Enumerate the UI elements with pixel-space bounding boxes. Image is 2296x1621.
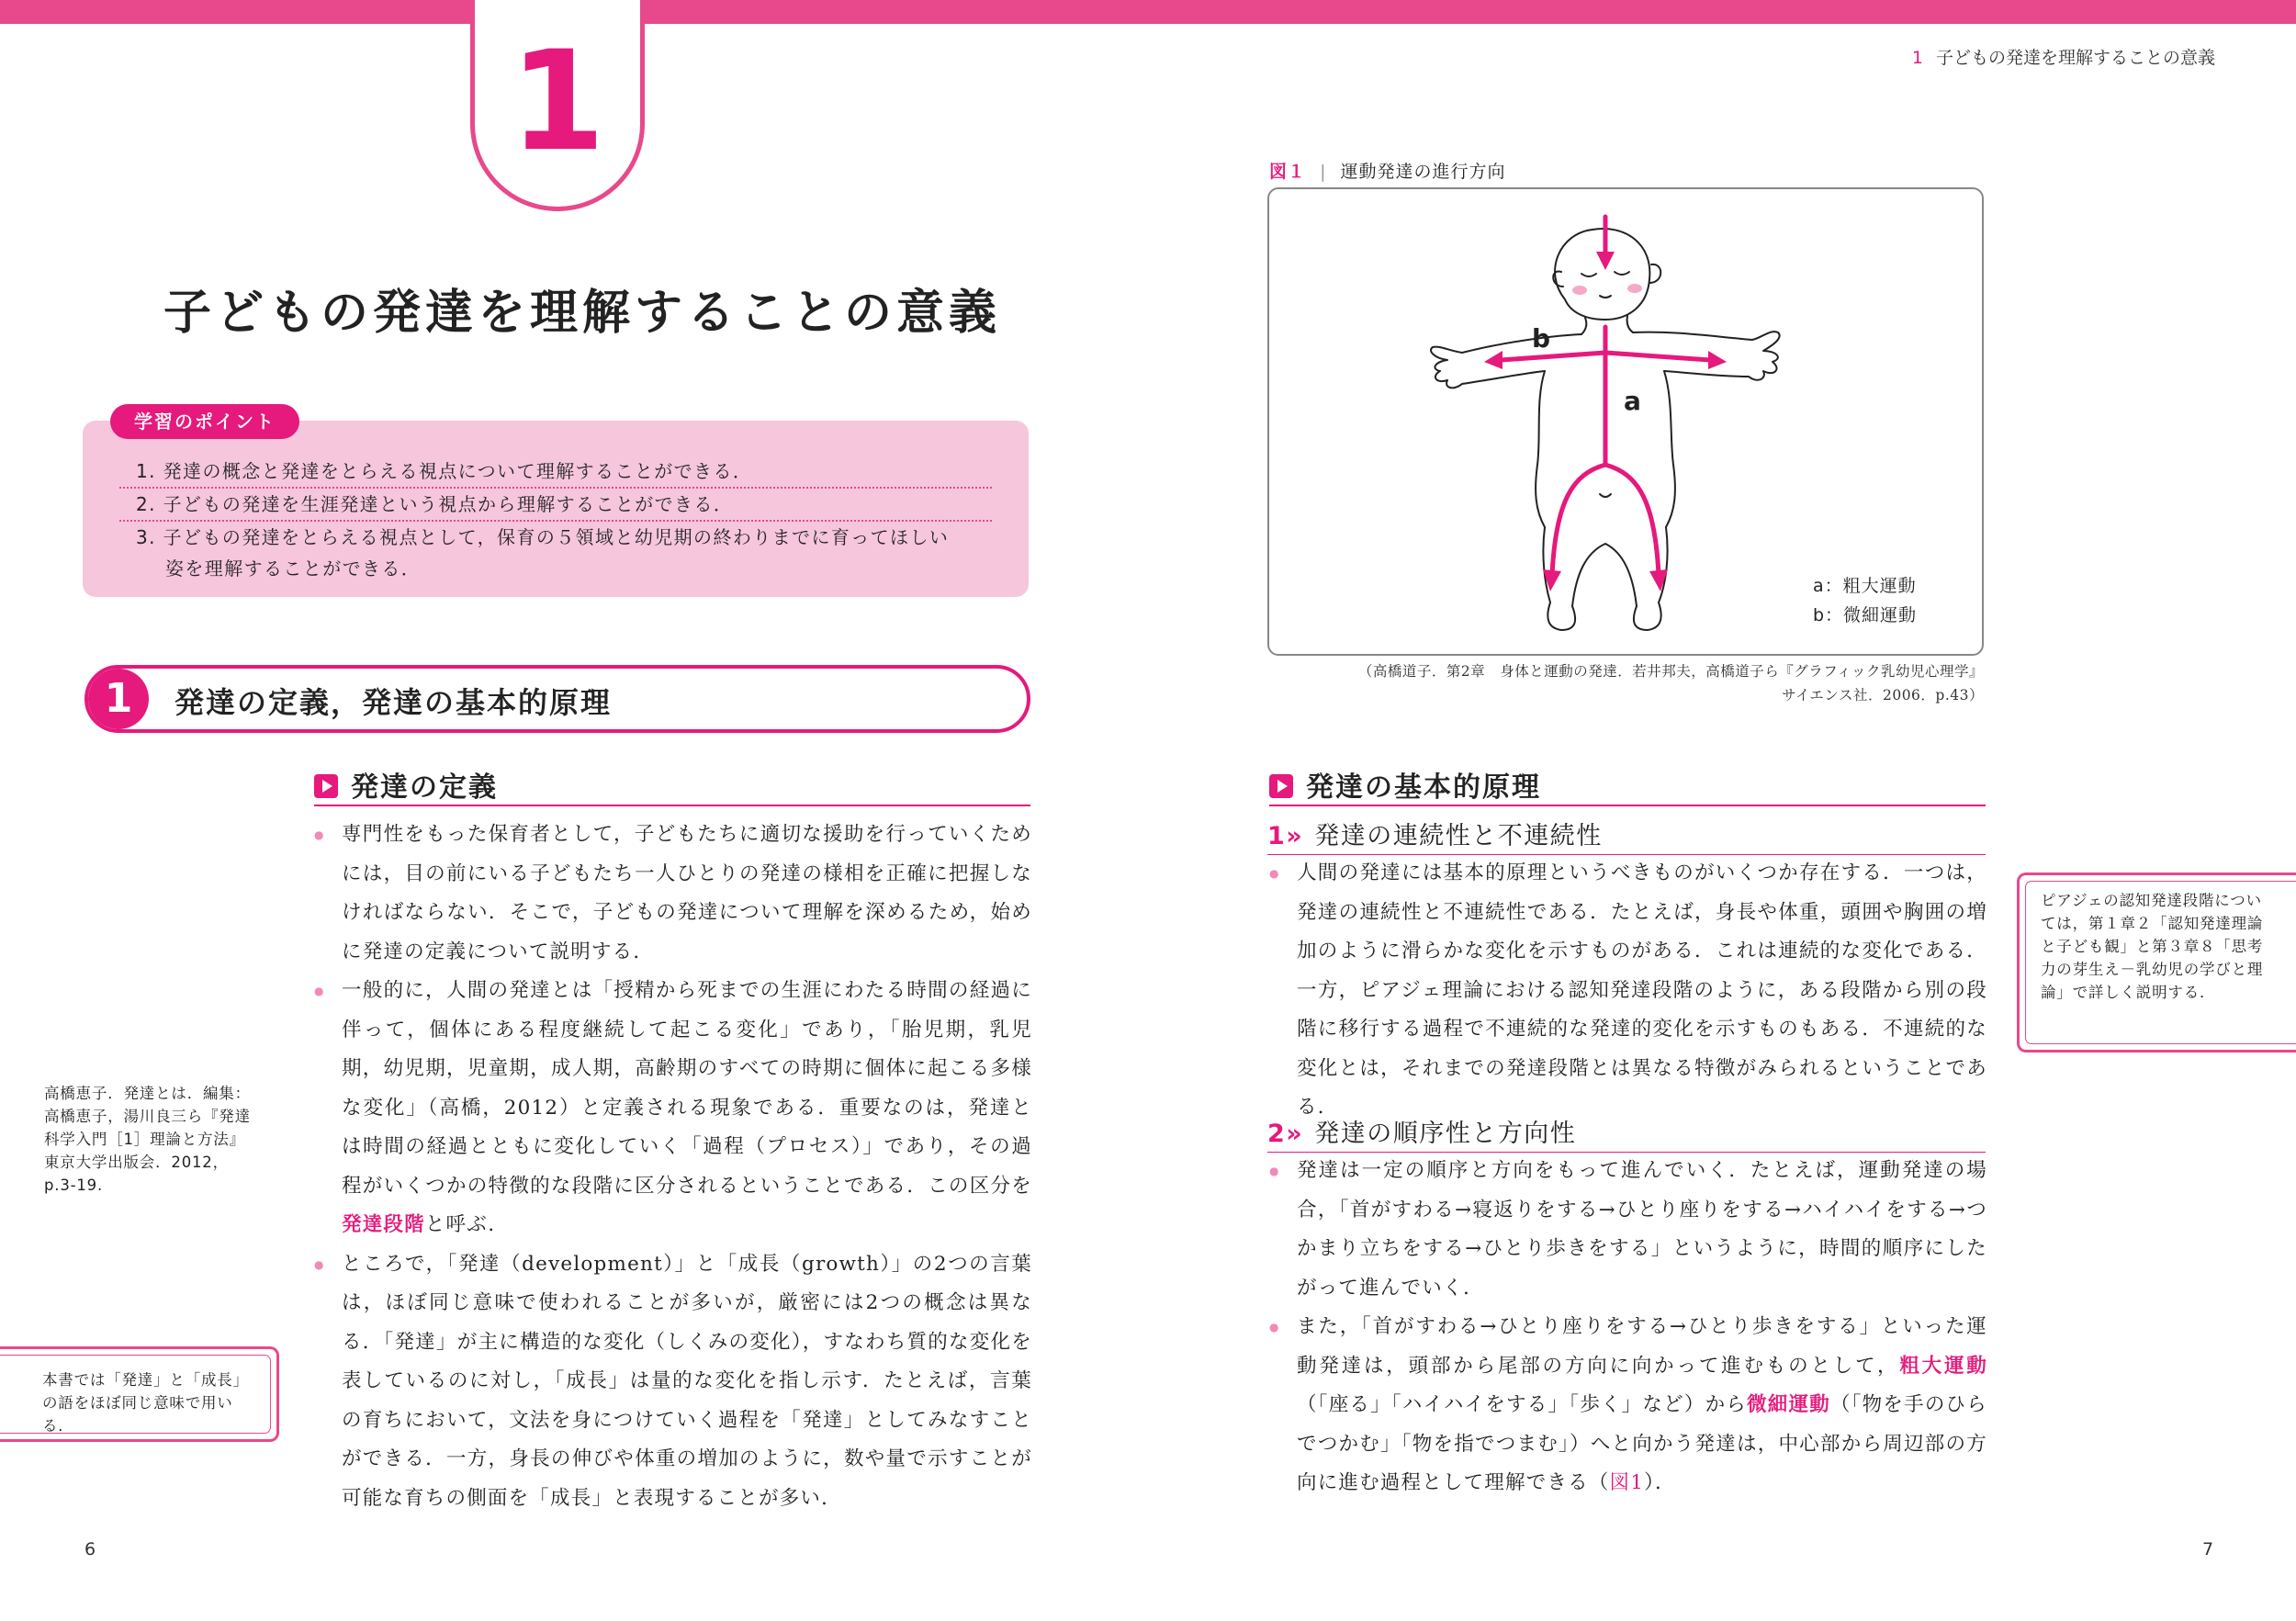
running-head-number: 1: [1911, 48, 1923, 68]
paragraph-text: 発達は一定の順序と方向をもって進んでいく．たとえば，運動発達の場合，「首がすわる→寝返りをする→ひとり座りをする→ハイハイをする→つかまり立ちをする→ひとり歩きをする」というように，時間的順序にしたがって進んでいく．: [1297, 1159, 1987, 1300]
subhead-principles: [1269, 764, 1541, 805]
figure-number: 図１: [1269, 162, 1307, 182]
right-body-2: [1267, 1152, 1987, 1503]
section-title: 発達の定義，発達の基本的原理: [174, 685, 613, 720]
left-body: [312, 816, 1032, 1518]
figure-marker-b: b: [1532, 323, 1551, 354]
section-number: 1: [88, 669, 149, 729]
figure-marker-a: a: [1624, 386, 1641, 416]
side-note-text: 本書では「発達」と「成長」の語をほぼ同じ意味で用いる．: [42, 1371, 249, 1435]
subhead-principles-text: 発達の基本的原理: [1306, 771, 1541, 804]
numbered-heading-2: [1267, 1113, 1576, 1149]
page-number-left: 6: [84, 1539, 96, 1559]
paragraph-text: 一般的に，人間の発達とは「授精から死までの生涯にわたる時間の経過に伴って，個体にある程度継続して起こる変化」であり，「胎児期，乳児期，幼児期，児童期，成人期，高齢期のすべての時期に個体に起こる多様な変化」（高橋，2012）と定義される現象である．重要なのは，発達とは時間の経過とともに変化していく「過程（プロセス）」であり，その過程がいくつかの特徴的な段階に区分されるということである．この区分を: [342, 979, 1032, 1198]
figure-legend: [1813, 571, 1917, 630]
legend-a: a：粗大運動: [1813, 576, 1917, 596]
figure-label: [1269, 158, 1506, 183]
key-term: 微細運動: [1747, 1393, 1830, 1416]
paragraph: [1267, 1152, 1987, 1308]
figure-credit-line: （高橋道子．第2章 身体と運動の発達．若井邦夫，高橋道子ら『グラフィック乳幼児心理学』: [1357, 663, 1984, 680]
chapter-title: 子どもの発達を理解することの意義: [163, 286, 1002, 341]
learning-point-1: 1. 発達の概念と発達をとらえる視点について理解することができる．: [136, 460, 753, 482]
running-head: [1912, 44, 2215, 69]
paragraph: [312, 972, 1032, 1245]
paragraph-text: また，「首がすわる→ひとり座りをする→ひとり歩きをする」といった運動発達は，頭部から尾部の方向に向かって進むものとして，: [1297, 1315, 1987, 1378]
heading-number: 2»: [1267, 1120, 1304, 1148]
subhead-definition: [314, 764, 498, 805]
right-body-1: [1267, 854, 1987, 1128]
running-head-title: 子どもの発達を理解することの意義: [1935, 48, 2215, 68]
subhead-rule: [1269, 805, 1986, 806]
learning-point-3: 3. 子どもの発達をとらえる視点として，保育の５領域と幼児期の終わりまでに育ってほしい: [136, 526, 950, 548]
paragraph: [312, 816, 1032, 972]
figure-credit-line: サイエンス社．2006．p.43）: [1782, 687, 1984, 704]
side-note-text: ピアジェの認知発達段階については，第１章２「認知発達理論と子ども観」と第３章８「思考力の芽生え－乳幼児の学びと理論」で詳しく説明する．: [2041, 892, 2264, 1001]
page-number-right: 7: [2202, 1539, 2214, 1559]
top-color-band: [0, 0, 2296, 24]
learning-point-2: 2. 子どもの発達を生涯発達という視点から理解することができる．: [136, 493, 734, 515]
divider: |: [1320, 162, 1327, 182]
key-term: 発達段階: [342, 1213, 425, 1236]
legend-b: b：微細運動: [1813, 605, 1918, 625]
paragraph-text: と呼ぶ．: [424, 1213, 510, 1236]
paragraph-text: 人間の発達には基本的原理というべきものがいくつか存在する．一つは，発達の連続性と不連続性である．たとえば，身長や体重，頭囲や胸囲の増加のように滑らかな変化を示すものがある．これは連続的な変化である．一方，ピアジェ理論における認知発達段階のように，ある段階から別の段階に移行する過程で不連続的な発達的変化を示すものもある．不連続的な変化とは，それまでの発達段階とは異なる特徴がみられるということである．: [1297, 861, 1987, 1119]
side-reference: 高橋恵子．発達とは．編集：高橋恵子，湯川良三ら『発達科学入門［1］理論と方法』東京大学出版会．2012，p.3-19.: [44, 1085, 251, 1194]
subhead-rule: [314, 805, 1030, 806]
play-triangle-icon: [314, 774, 338, 798]
chapter-tab: [470, 0, 645, 211]
learning-points-label: 学習のポイント: [110, 404, 299, 439]
paragraph: [1267, 1308, 1987, 1503]
heading-title: 発達の連続性と不連続性: [1314, 822, 1603, 850]
figure-title: 運動発達の進行方向: [1340, 162, 1506, 182]
figure-reference: 図1: [1609, 1471, 1645, 1494]
subhead-definition-text: 発達の定義: [351, 771, 498, 804]
paragraph-text: ）．: [1644, 1471, 1676, 1494]
chapter-number: 1: [509, 22, 606, 182]
heading-number: 1»: [1267, 822, 1304, 850]
paragraph-text: ところで，「発達（development）」と「成長（growth）」の2つの言葉は，ほぼ同じ意味で使われることが多いが，厳密には2つの概念は異なる．「発達」が主に構造的な変化（しくみの変化），すなわち質的な変化を表しているのに対し，「成長」は量的な変化を指し示す．たとえば，言葉の育ちにおいて，文法を身につけていく過程を「発達」としてみなすことができる．一方，身長の伸びや体重の増加のように，数や量で示すことが可能な育ちの側面を「成長」と表現することが多い．: [342, 1252, 1032, 1510]
heading-title: 発達の順序性と方向性: [1314, 1120, 1577, 1148]
figure-credit: [1267, 659, 1984, 707]
paragraph: [1267, 854, 1987, 1128]
figure-frame: [1267, 187, 1984, 656]
paragraph-text: （「物を手のひらでつかむ」「物を指でつまむ」）へと向かう発達は，中心部から周辺部の方向に進む過程として理解できる（: [1297, 1393, 1987, 1494]
paragraph: [312, 1245, 1032, 1519]
numbered-heading-1: [1267, 816, 1603, 851]
learning-point-3-cont: 姿を理解することができる．: [165, 557, 422, 580]
paragraph-text: 専門性をもった保育者として，子どもたちに適切な援助を行っていくためには，目の前にいる子どもたち一人ひとりの発達の様相を正確に把握しなければならない．そこで，子どもの発達について理解を深めるため，始めに発達の定義について説明する．: [342, 823, 1032, 963]
key-term: 粗大運動: [1899, 1354, 1987, 1378]
paragraph-text: （「座る」「ハイハイをする」「歩く」など）から: [1297, 1393, 1748, 1416]
play-triangle-icon: [1269, 774, 1293, 798]
